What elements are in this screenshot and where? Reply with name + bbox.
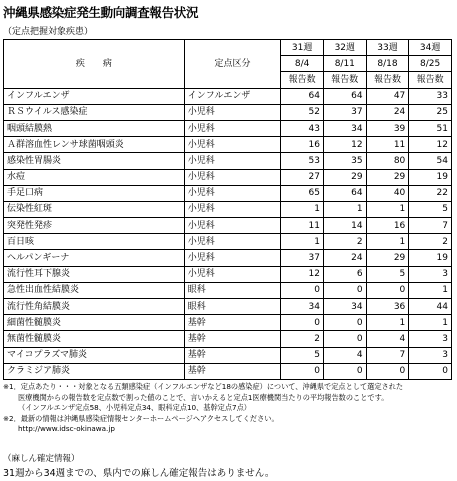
report-count: 22 xyxy=(409,185,452,201)
report-count: 19 xyxy=(409,250,452,266)
report-count: 1 xyxy=(366,234,409,250)
table-row xyxy=(4,201,452,217)
header-week: 32週 xyxy=(323,40,366,56)
report-count: 14 xyxy=(323,218,366,234)
report-count: 24 xyxy=(323,250,366,266)
sentinel-category: 小児科 xyxy=(184,218,281,234)
sentinel-category: 小児科 xyxy=(184,169,281,185)
header-date: 8/4 xyxy=(281,56,324,72)
report-count: 37 xyxy=(281,250,324,266)
report-count: 2 xyxy=(281,331,324,347)
table-row xyxy=(4,282,452,298)
table-row xyxy=(4,120,452,136)
report-count: 29 xyxy=(366,250,409,266)
table-row xyxy=(4,347,452,363)
header-week: 34週 xyxy=(409,40,452,56)
report-count: 33 xyxy=(409,88,452,104)
sentinel-category: 小児科 xyxy=(184,120,281,136)
disease-name: 急性出血性結膜炎 xyxy=(4,282,185,298)
table-row xyxy=(4,88,452,104)
sentinel-category: 小児科 xyxy=(184,201,281,217)
report-count: 27 xyxy=(281,169,324,185)
disease-name: ＲＳウイルス感染症 xyxy=(4,104,185,120)
report-count: 5 xyxy=(281,347,324,363)
report-count: 25 xyxy=(409,104,452,120)
report-count: 1 xyxy=(323,201,366,217)
header-disease: 疾 病 xyxy=(4,40,185,89)
report-count: 47 xyxy=(366,88,409,104)
table-row xyxy=(4,250,452,266)
table-row xyxy=(4,104,452,120)
sentinel-category: 小児科 xyxy=(184,250,281,266)
disease-name: インフルエンザ xyxy=(4,88,185,104)
disease-name: 流行性耳下腺炎 xyxy=(4,266,185,282)
table-row xyxy=(4,169,452,185)
header-count: 報告数 xyxy=(323,72,366,88)
sentinel-category: 基幹 xyxy=(184,363,281,379)
table-header-weeks xyxy=(4,40,452,56)
disease-name: 手足口病 xyxy=(4,185,185,201)
disease-name: マイコプラズマ肺炎 xyxy=(4,347,185,363)
report-count: 6 xyxy=(323,266,366,282)
report-count: 7 xyxy=(409,218,452,234)
disease-name: 感染性胃腸炎 xyxy=(4,153,185,169)
report-count: 19 xyxy=(409,169,452,185)
disease-name: 突発性発疹 xyxy=(4,218,185,234)
note-line: 医療機関からの報告数を定点数で割った値のことで、言いかえると定点1医療機関当たりの平均報告数のことです。 xyxy=(18,392,389,402)
sentinel-category: 眼科 xyxy=(184,282,281,298)
report-count: 64 xyxy=(323,185,366,201)
sentinel-category: 小児科 xyxy=(184,104,281,120)
report-count: 34 xyxy=(281,299,324,315)
sentinel-category: インフルエンザ xyxy=(184,88,281,104)
header-count: 報告数 xyxy=(409,72,452,88)
report-count: 0 xyxy=(366,363,409,379)
header-week: 31週 xyxy=(281,40,324,56)
disease-name: 無菌性髄膜炎 xyxy=(4,331,185,347)
report-count: 0 xyxy=(323,363,366,379)
report-count: 4 xyxy=(323,347,366,363)
disease-name: 咽頭結膜熱 xyxy=(4,120,185,136)
report-count: 64 xyxy=(323,88,366,104)
report-count: 0 xyxy=(323,315,366,331)
table-row xyxy=(4,234,452,250)
report-count: 34 xyxy=(323,299,366,315)
sentinel-category: 小児科 xyxy=(184,153,281,169)
report-count: 44 xyxy=(409,299,452,315)
disease-name: Ａ群溶血性レンサ球菌咽頭炎 xyxy=(4,137,185,153)
report-count: 43 xyxy=(281,120,324,136)
disease-name: ヘルパンギーナ xyxy=(4,250,185,266)
report-count: 11 xyxy=(281,218,324,234)
report-count: 29 xyxy=(323,169,366,185)
sentinel-category: 眼科 xyxy=(184,299,281,315)
table-row xyxy=(4,266,452,282)
report-count: 51 xyxy=(409,120,452,136)
report-count: 12 xyxy=(281,266,324,282)
report-count: 0 xyxy=(281,315,324,331)
header-week: 33週 xyxy=(366,40,409,56)
page-title: 沖縄県感染症発生動向調査報告状況 xyxy=(3,5,199,20)
report-count: 5 xyxy=(409,201,452,217)
report-count: 0 xyxy=(323,282,366,298)
note-line: ※2．最新の情報は沖縄県感染症情報センターホームページへアクセスしてください。 xyxy=(3,413,279,423)
report-count: 1 xyxy=(409,315,452,331)
header-date: 8/11 xyxy=(323,56,366,72)
report-count: 0 xyxy=(366,282,409,298)
header-count: 報告数 xyxy=(366,72,409,88)
note-line: （インフルエンザ定点58、小児科定点34、眼科定点10、基幹定点7点） xyxy=(18,403,251,413)
sentinel-category: 基幹 xyxy=(184,347,281,363)
sentinel-category: 基幹 xyxy=(184,315,281,331)
report-count: 12 xyxy=(409,137,452,153)
report-count: 53 xyxy=(281,153,324,169)
header-date: 8/18 xyxy=(366,56,409,72)
website-link[interactable]: http://www.idsc-okinawa.jp xyxy=(18,424,115,434)
report-count: 0 xyxy=(281,282,324,298)
table-row xyxy=(4,363,452,379)
disease-name: 百日咳 xyxy=(4,234,185,250)
report-count: 2 xyxy=(323,234,366,250)
report-count: 64 xyxy=(281,88,324,104)
table-row xyxy=(4,218,452,234)
survey-table xyxy=(3,39,452,380)
report-count: 0 xyxy=(281,363,324,379)
report-count: 37 xyxy=(323,104,366,120)
header-count: 報告数 xyxy=(281,72,324,88)
report-count: 39 xyxy=(366,120,409,136)
header-date: 8/25 xyxy=(409,56,452,72)
report-count: 16 xyxy=(281,137,324,153)
notes xyxy=(3,382,403,435)
report-count: 1 xyxy=(281,201,324,217)
note-line: ※1．定点あたり・・・対象となる五類感染症（インフルエンザなど18の感染症）について、沖縄県で定点として選定された xyxy=(3,382,404,391)
report-count: 11 xyxy=(366,137,409,153)
report-count: 54 xyxy=(409,153,452,169)
disease-name: 伝染性紅斑 xyxy=(4,201,185,217)
table-row xyxy=(4,185,452,201)
report-count: 35 xyxy=(323,153,366,169)
report-count: 29 xyxy=(366,169,409,185)
report-count: 40 xyxy=(366,185,409,201)
report-count: 1 xyxy=(366,315,409,331)
report-count: 34 xyxy=(323,120,366,136)
sentinel-category: 小児科 xyxy=(184,137,281,153)
report-count: 0 xyxy=(323,331,366,347)
report-count: 3 xyxy=(409,347,452,363)
disease-name: 細菌性髄膜炎 xyxy=(4,315,185,331)
table-row xyxy=(4,315,452,331)
report-count: 1 xyxy=(409,282,452,298)
report-count: 16 xyxy=(366,218,409,234)
report-count: 36 xyxy=(366,299,409,315)
table-row xyxy=(4,153,452,169)
report-count: 80 xyxy=(366,153,409,169)
report-count: 52 xyxy=(281,104,324,120)
sentinel-category: 小児科 xyxy=(184,234,281,250)
sentinel-category: 小児科 xyxy=(184,266,281,282)
report-count: 12 xyxy=(323,137,366,153)
sentinel-category: 基幹 xyxy=(184,331,281,347)
report-count: 65 xyxy=(281,185,324,201)
table-body xyxy=(4,88,452,379)
disease-name: 流行性角結膜炎 xyxy=(4,299,185,315)
report-count: 24 xyxy=(366,104,409,120)
measles-section-text: 31週から34週までの、県内での麻しん確定報告はありません。 xyxy=(3,468,275,479)
report-count: 1 xyxy=(281,234,324,250)
report-count: 7 xyxy=(366,347,409,363)
report-count: 5 xyxy=(366,266,409,282)
table-row xyxy=(4,137,452,153)
report-count: 2 xyxy=(409,234,452,250)
page-subtitle: （定点把握対象疾患） xyxy=(3,27,94,37)
disease-name: 水痘 xyxy=(4,169,185,185)
sentinel-category: 小児科 xyxy=(184,185,281,201)
disease-name: クラミジア肺炎 xyxy=(4,363,185,379)
table-row xyxy=(4,331,452,347)
report-count: 4 xyxy=(366,331,409,347)
report-count: 0 xyxy=(409,363,452,379)
measles-section-title: （麻しん確定情報） xyxy=(3,454,80,464)
report-count: 3 xyxy=(409,266,452,282)
report-count: 1 xyxy=(366,201,409,217)
header-kubun: 定点区分 xyxy=(184,40,281,89)
report-count: 3 xyxy=(409,331,452,347)
table-row xyxy=(4,299,452,315)
